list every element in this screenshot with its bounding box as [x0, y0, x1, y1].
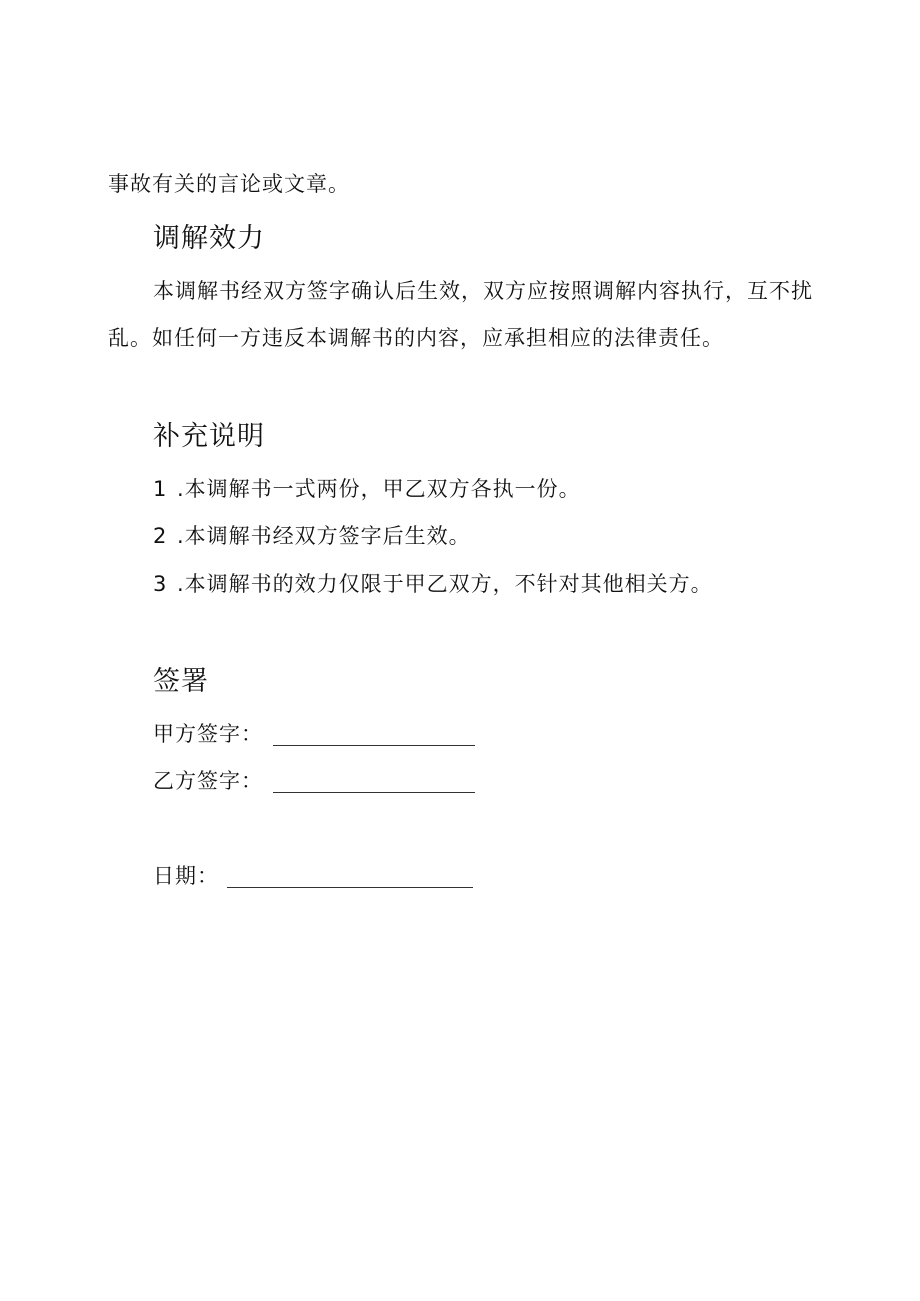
- continuation-text: 事故有关的言论或文章。: [108, 172, 350, 196]
- list-text: .本调解书的效力仅限于甲乙双方，不针对其他相关方。: [177, 572, 713, 596]
- list-number: 2: [153, 524, 168, 548]
- effect-paragraph-line-2: 乱。如任何一方违反本调解书的内容，应承担相应的法律责任。: [108, 326, 724, 350]
- party-b-signature-row: [153, 767, 475, 795]
- supplement-item-1: [153, 475, 581, 503]
- party-a-label: 甲方签字：: [153, 722, 263, 746]
- date-line[interactable]: [227, 865, 473, 888]
- party-a-signature-row: [153, 720, 475, 748]
- party-b-label: 乙方签字：: [153, 769, 263, 793]
- heading-signature: 签署: [153, 666, 209, 697]
- supplement-item-3: [153, 570, 713, 598]
- effect-paragraph-line-1: 本调解书经双方签字确认后生效，双方应按照调解内容执行，互不扰: [153, 279, 813, 303]
- party-b-signature-line[interactable]: [273, 770, 475, 793]
- heading-supplement: 补充说明: [153, 421, 265, 452]
- date-row: [153, 862, 473, 890]
- date-label: 日期：: [153, 864, 219, 888]
- list-number: 3: [153, 572, 168, 596]
- list-number: 1: [153, 477, 168, 501]
- list-text: .本调解书经双方签字后生效。: [177, 524, 471, 548]
- heading-effect: 调解效力: [153, 223, 265, 254]
- list-text: .本调解书一式两份，甲乙双方各执一份。: [177, 477, 581, 501]
- party-a-signature-line[interactable]: [273, 723, 475, 746]
- supplement-item-2: [153, 522, 471, 550]
